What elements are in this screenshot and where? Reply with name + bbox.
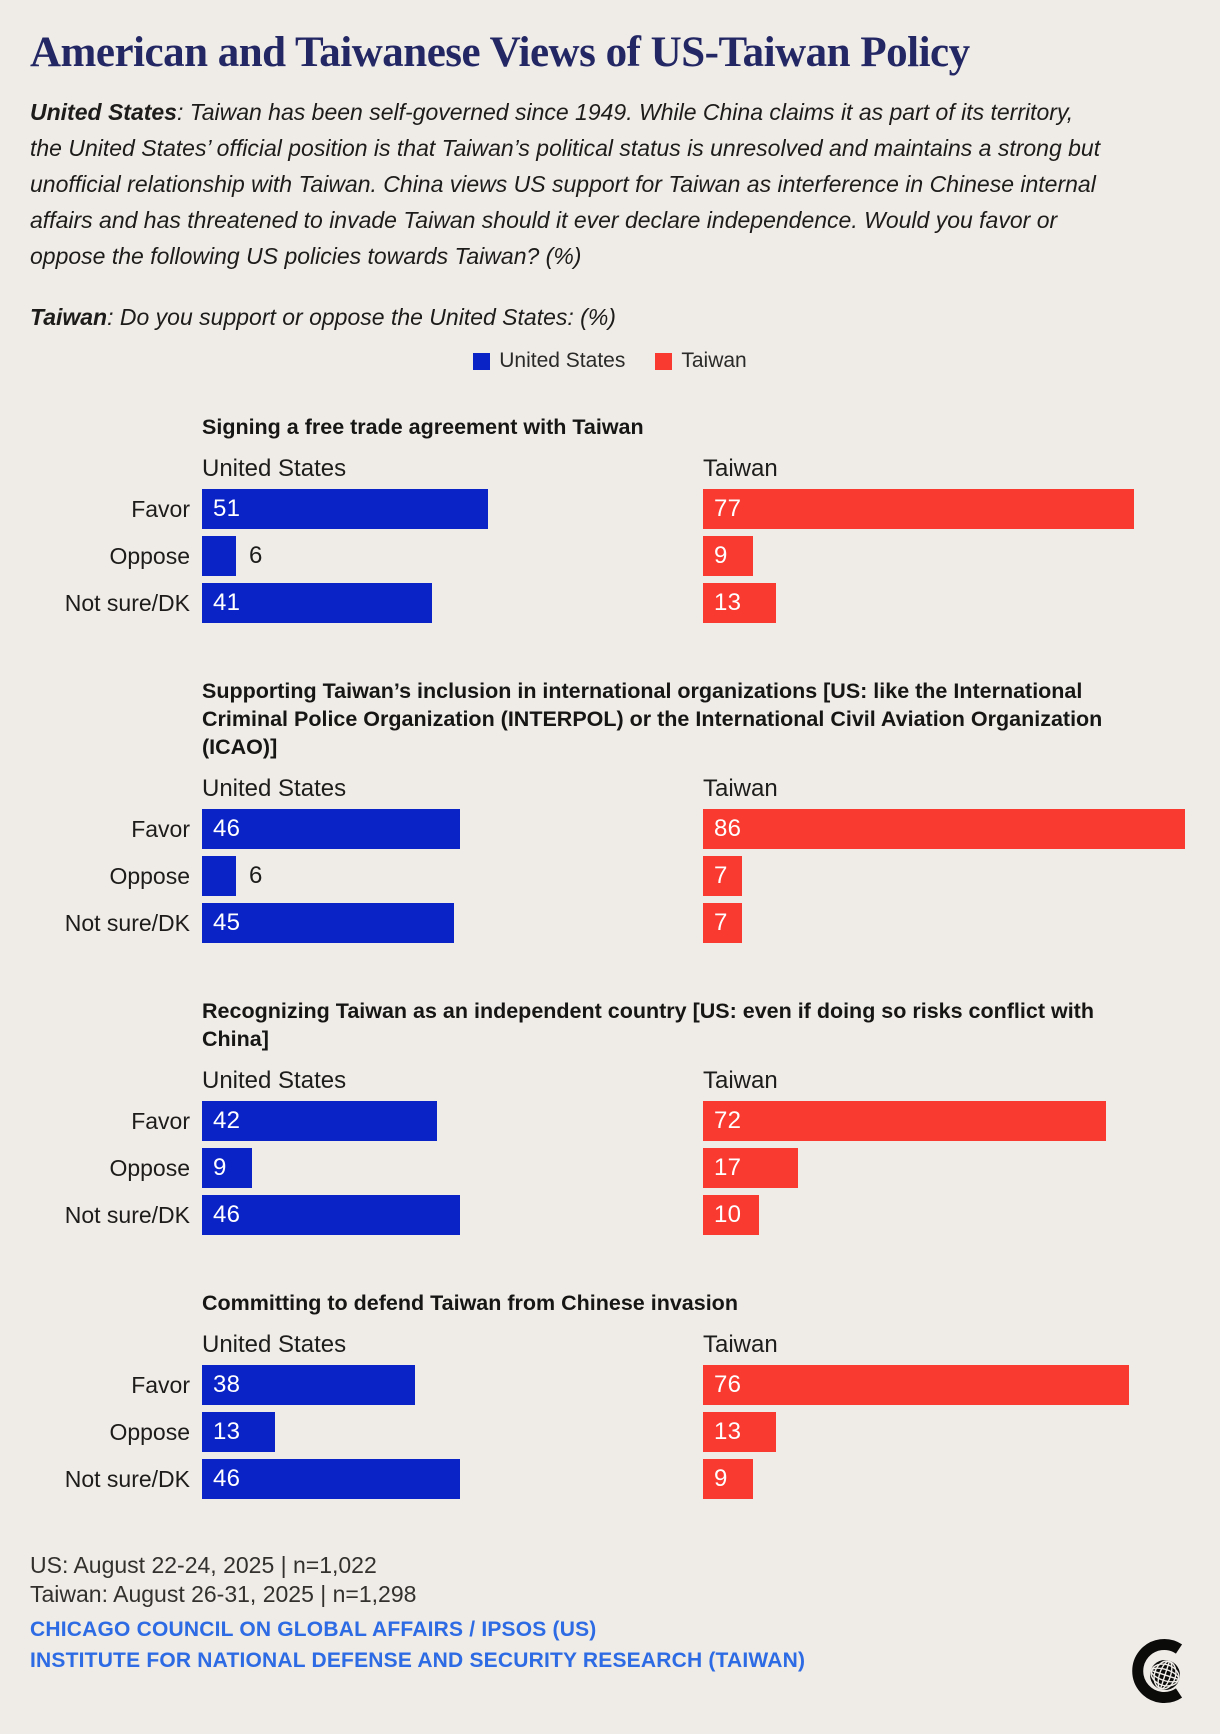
legend bbox=[30, 349, 1190, 373]
taiwan-bar-cell bbox=[703, 809, 1190, 849]
taiwan-bar-cell bbox=[703, 489, 1190, 529]
bar-rows bbox=[30, 489, 1190, 623]
bar-row bbox=[30, 489, 1190, 529]
taiwan-bar bbox=[703, 536, 753, 576]
sources bbox=[30, 1617, 1190, 1674]
bar-value-label: 45 bbox=[213, 909, 241, 937]
taiwan-column-header: Taiwan bbox=[703, 1067, 778, 1095]
us-bar bbox=[202, 1195, 460, 1235]
bar-row bbox=[30, 1195, 1190, 1235]
bar-row bbox=[30, 536, 1190, 576]
column-headers bbox=[30, 454, 1190, 483]
us-bar bbox=[202, 856, 236, 896]
bar-rows bbox=[30, 809, 1190, 943]
us-bar-cell bbox=[202, 536, 703, 576]
bar-value-label: 7 bbox=[714, 862, 728, 890]
category-label: Oppose bbox=[109, 1154, 190, 1181]
legend-item-taiwan bbox=[655, 349, 746, 373]
column-headers bbox=[30, 774, 1190, 803]
bar-value-label: 46 bbox=[213, 1201, 241, 1229]
us-question-lead: United States bbox=[30, 99, 177, 126]
taiwan-bar bbox=[703, 1459, 753, 1499]
taiwan-bar-cell bbox=[703, 536, 1190, 576]
taiwan-bar-cell bbox=[703, 1195, 1190, 1235]
footer bbox=[30, 1551, 1190, 1674]
bar-value-label: 6 bbox=[249, 862, 263, 890]
us-bar-cell bbox=[202, 856, 703, 896]
taiwan-column-header: Taiwan bbox=[703, 1331, 778, 1359]
taiwan-bar-cell bbox=[703, 1365, 1190, 1405]
taiwan-bar-cell bbox=[703, 1101, 1190, 1141]
bar-value-label: 17 bbox=[714, 1154, 742, 1182]
bar-row bbox=[30, 856, 1190, 896]
column-headers bbox=[30, 1330, 1190, 1359]
bar-row bbox=[30, 1148, 1190, 1188]
taiwan-bar bbox=[703, 809, 1185, 849]
us-bar-cell bbox=[202, 1412, 703, 1452]
us-bar-cell bbox=[202, 903, 703, 943]
us-bar bbox=[202, 809, 460, 849]
category-label: Oppose bbox=[109, 862, 190, 889]
us-bar bbox=[202, 1101, 437, 1141]
taiwan-bar bbox=[703, 489, 1134, 529]
category-label: Favor bbox=[131, 815, 190, 842]
bar-value-label: 76 bbox=[714, 1371, 742, 1399]
category-label: Oppose bbox=[109, 1418, 190, 1445]
taiwan-bar bbox=[703, 1412, 776, 1452]
chart-section bbox=[30, 997, 1190, 1235]
bar-value-label: 41 bbox=[213, 589, 241, 617]
us-column-header: United States bbox=[202, 1067, 347, 1095]
taiwan-bar bbox=[703, 1101, 1106, 1141]
chart-section bbox=[30, 677, 1190, 943]
category-label: Favor bbox=[131, 495, 190, 522]
page-title: American and Taiwanese Views of US-Taiwan Policy bbox=[30, 29, 970, 76]
taiwan-bar bbox=[703, 583, 776, 623]
chart-question: Committing to defend Taiwan from Chinese invasion bbox=[202, 1291, 738, 1316]
bar-value-label: 72 bbox=[714, 1107, 742, 1135]
source-taiwan: INSTITUTE FOR NATIONAL DEFENSE AND SECURITY RESEARCH (TAIWAN) bbox=[30, 1649, 806, 1673]
bar-value-label: 7 bbox=[714, 909, 728, 937]
taiwan-column-header: Taiwan bbox=[703, 455, 778, 483]
us-column-header: United States bbox=[202, 1331, 347, 1359]
bar-value-label: 9 bbox=[714, 542, 728, 570]
bar-value-label: 9 bbox=[714, 1465, 728, 1493]
us-bar bbox=[202, 536, 236, 576]
us-bar-cell bbox=[202, 1101, 703, 1141]
taiwan-question-body: : Do you support or oppose the United States: (%) bbox=[107, 304, 616, 331]
bar-value-label: 6 bbox=[249, 542, 263, 570]
taiwan-bar bbox=[703, 1365, 1129, 1405]
bar-row bbox=[30, 1412, 1190, 1452]
us-column-header: United States bbox=[202, 775, 347, 803]
us-bar-cell bbox=[202, 1195, 703, 1235]
us-bar-cell bbox=[202, 583, 703, 623]
bar-value-label: 13 bbox=[714, 1418, 742, 1446]
chart-section bbox=[30, 1289, 1190, 1499]
bar-row bbox=[30, 1459, 1190, 1499]
us-bar bbox=[202, 583, 432, 623]
us-bar bbox=[202, 1459, 460, 1499]
category-label: Favor bbox=[131, 1107, 190, 1134]
us-bar bbox=[202, 1412, 275, 1452]
bar-value-label: 51 bbox=[213, 495, 241, 523]
taiwan-bar-cell bbox=[703, 583, 1190, 623]
bar-row bbox=[30, 583, 1190, 623]
taiwan-bar bbox=[703, 856, 742, 896]
bar-value-label: 46 bbox=[213, 1465, 241, 1493]
us-bar bbox=[202, 1365, 415, 1405]
bar-value-label: 10 bbox=[714, 1201, 742, 1229]
bar-row bbox=[30, 1365, 1190, 1405]
category-label: Oppose bbox=[109, 542, 190, 569]
us-bar bbox=[202, 903, 454, 943]
us-question-body: : Taiwan has been self-governed since 1949. While China claims it as part of its territory, the United States’ official position is that Taiwan’s political status is unresolved and maintains a strong but unofficial relationship with Taiwan. China views US support for Taiwan as interference in Chinese internal affairs and has threatened to invade Taiwan should it ever declare independence. Would you favor or oppose the following US policies towards Taiwan? (%) bbox=[30, 99, 1101, 270]
taiwan-bar-cell bbox=[703, 856, 1190, 896]
source-us: CHICAGO COUNCIL ON GLOBAL AFFAIRS / IPSOS (US) bbox=[30, 1618, 597, 1642]
us-bar-cell bbox=[202, 809, 703, 849]
us-sample-note: US: August 22-24, 2025 | n=1,022 bbox=[30, 1552, 377, 1579]
bar-rows bbox=[30, 1365, 1190, 1499]
taiwan-legend-swatch bbox=[655, 353, 672, 370]
taiwan-bar-cell bbox=[703, 903, 1190, 943]
taiwan-bar-cell bbox=[703, 1412, 1190, 1452]
us-bar bbox=[202, 489, 488, 529]
us-legend-label: United States bbox=[499, 349, 626, 373]
chart-question: Supporting Taiwan’s inclusion in international organizations [US: like the International Criminal Police Organization (INTERPOL) or the International Civil Aviation Organization (ICAO)] bbox=[202, 679, 1103, 760]
category-label: Not sure/DK bbox=[64, 1465, 190, 1492]
chart-section bbox=[30, 413, 1190, 623]
category-label: Not sure/DK bbox=[64, 589, 190, 616]
us-bar bbox=[202, 1148, 252, 1188]
taiwan-bar bbox=[703, 903, 742, 943]
us-bar-cell bbox=[202, 1365, 703, 1405]
chart-question: Recognizing Taiwan as an independent country [US: even if doing so risks conflict with China] bbox=[202, 999, 1094, 1052]
bar-value-label: 38 bbox=[213, 1371, 241, 1399]
bar-value-label: 13 bbox=[714, 589, 742, 617]
column-headers bbox=[30, 1066, 1190, 1095]
chicago-council-logo bbox=[1128, 1634, 1190, 1708]
bar-row bbox=[30, 1101, 1190, 1141]
us-legend-swatch bbox=[473, 353, 490, 370]
legend-item-united-states bbox=[473, 349, 625, 373]
taiwan-legend-label: Taiwan bbox=[681, 349, 747, 373]
bar-value-label: 13 bbox=[213, 1418, 241, 1446]
bar-value-label: 86 bbox=[714, 815, 742, 843]
taiwan-column-header: Taiwan bbox=[703, 775, 778, 803]
category-label: Not sure/DK bbox=[64, 1201, 190, 1228]
us-question-text bbox=[30, 94, 1105, 274]
taiwan-question-text bbox=[30, 299, 1105, 335]
taiwan-sample-note: Taiwan: August 26-31, 2025 | n=1,298 bbox=[30, 1581, 417, 1608]
us-bar-cell bbox=[202, 1148, 703, 1188]
bar-value-label: 9 bbox=[213, 1154, 227, 1182]
bar-row bbox=[30, 809, 1190, 849]
bar-value-label: 77 bbox=[714, 495, 742, 523]
charts bbox=[30, 413, 1190, 1499]
us-bar-cell bbox=[202, 1459, 703, 1499]
taiwan-bar bbox=[703, 1148, 798, 1188]
bar-value-label: 42 bbox=[213, 1107, 241, 1135]
taiwan-bar-cell bbox=[703, 1459, 1190, 1499]
us-bar-cell bbox=[202, 489, 703, 529]
bar-rows bbox=[30, 1101, 1190, 1235]
taiwan-bar-cell bbox=[703, 1148, 1190, 1188]
category-label: Favor bbox=[131, 1371, 190, 1398]
taiwan-question-lead: Taiwan bbox=[30, 304, 108, 331]
category-label: Not sure/DK bbox=[64, 909, 190, 936]
chart-question: Signing a free trade agreement with Taiwan bbox=[202, 415, 644, 440]
bar-row bbox=[30, 903, 1190, 943]
bar-value-label: 46 bbox=[213, 815, 241, 843]
taiwan-bar bbox=[703, 1195, 759, 1235]
us-column-header: United States bbox=[202, 455, 347, 483]
